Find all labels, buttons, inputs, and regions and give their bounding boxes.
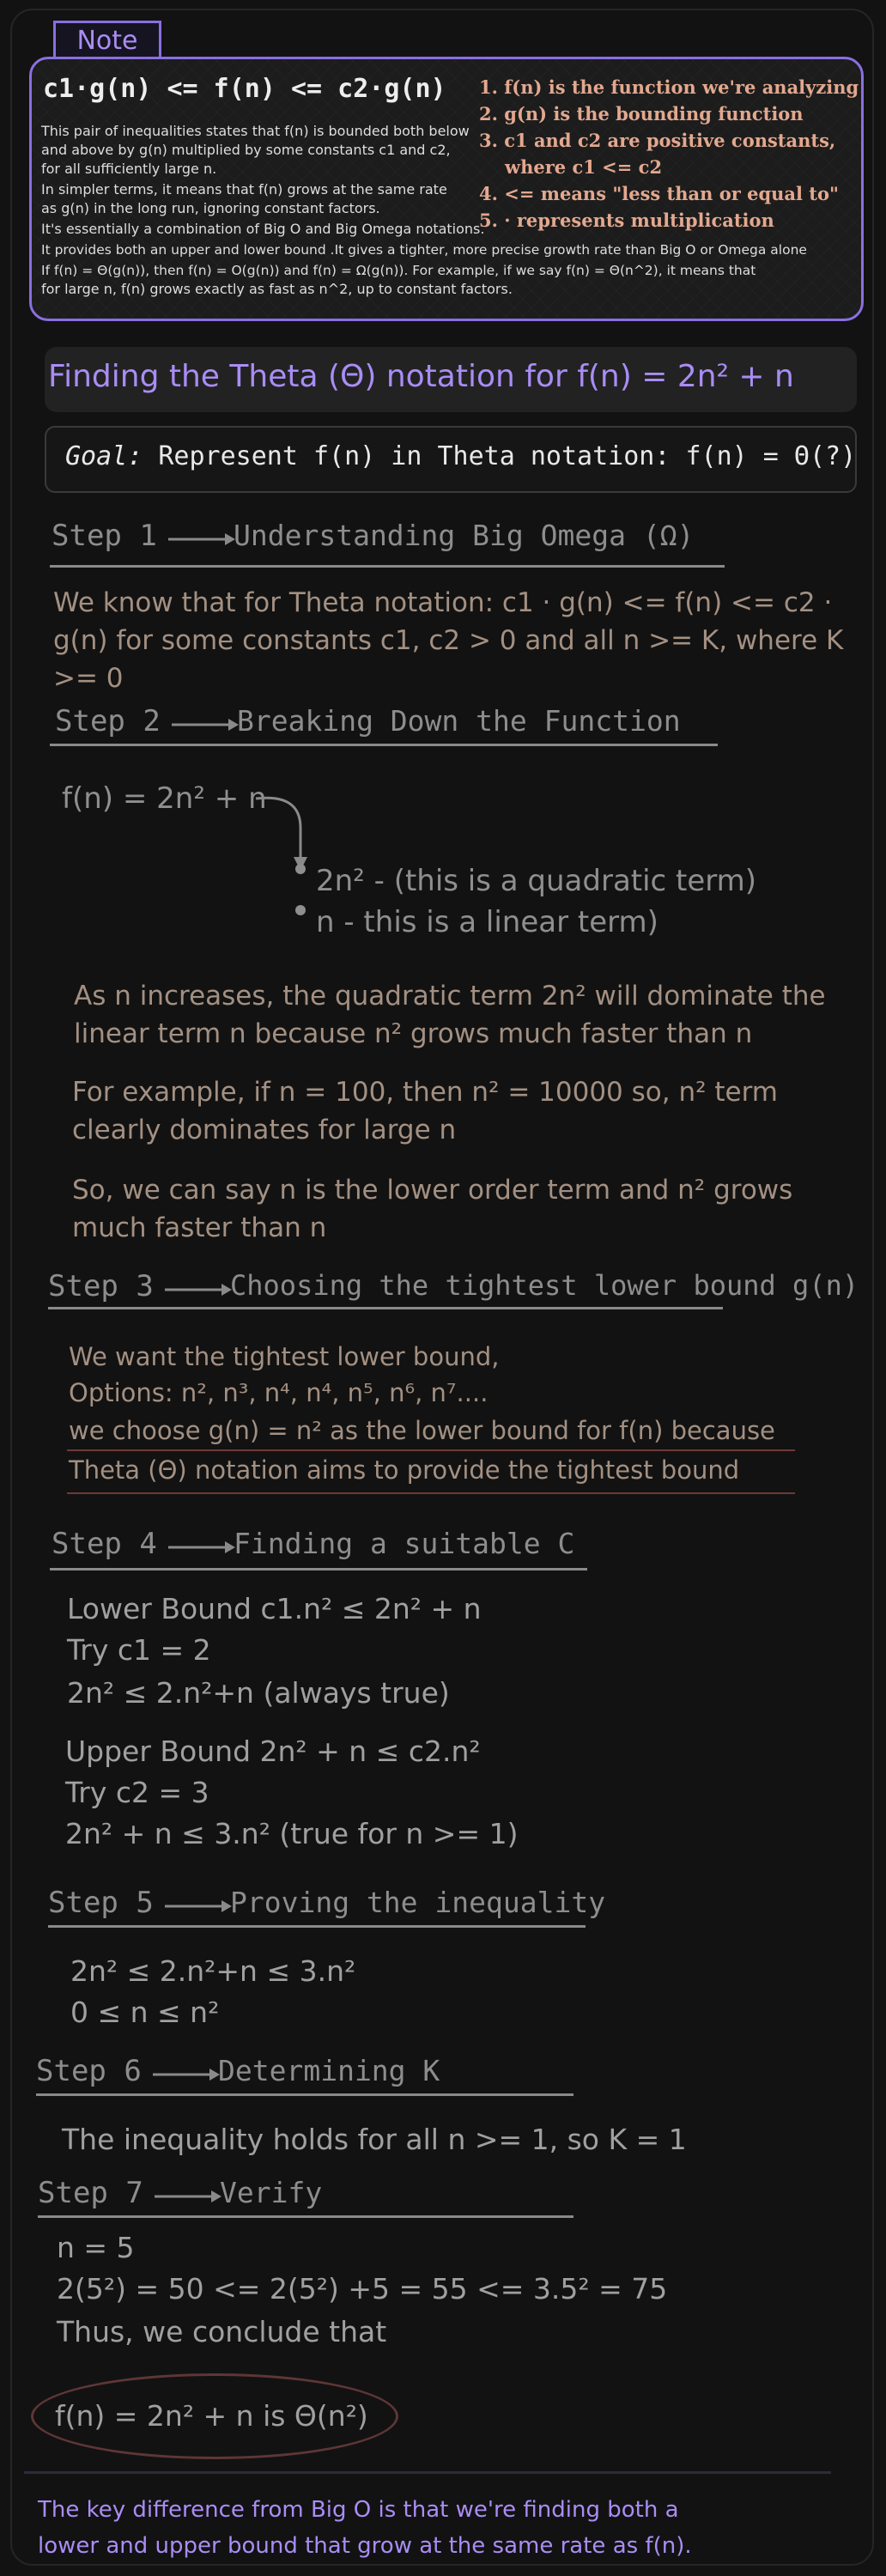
inequality-line: 0 ≤ n ≤ n² — [70, 1996, 220, 2029]
verify-line: 2(5²) = 50 <= 2(5²) +5 = 55 <= 3.5² = 75 — [57, 2272, 668, 2306]
step-1-text-line: >= 0 — [53, 663, 124, 694]
highlight-underline — [67, 1492, 795, 1494]
step-2-title: Breaking Down the Function — [237, 704, 681, 738]
step-2-text-line: For example, if n = 100, then n² = 10000 so, n² term — [72, 1077, 778, 1108]
step-4-label: Step 4 — [52, 1527, 157, 1561]
note-line: This pair of inequalities states that f(n) is bounded both below — [41, 123, 470, 139]
lower-bound-line: Lower Bound c1.n² ≤ 2n² + n — [67, 1592, 482, 1625]
step-3-text-line: Theta (Θ) notation aims to provide the tightest bound — [69, 1455, 740, 1485]
separator — [24, 2471, 831, 2474]
step-2-underline — [50, 744, 718, 746]
step-5-label: Step 5 — [48, 1886, 154, 1920]
note-line: In simpler terms, it means that f(n) grows at the same rate — [41, 181, 447, 197]
step-7-label: Step 7 — [38, 2176, 143, 2210]
list-item: 1. f(n) is the function we're analyzing — [479, 76, 859, 98]
step-3-text-line: We want the tightest lower bound, — [69, 1342, 500, 1371]
list-item: 5. · represents multiplication — [479, 210, 774, 231]
note-line: It provides both an upper and lower bound .It gives a tighter, more precise growth rate than Big O or Omega alone — [41, 242, 807, 258]
step-6-text: The inequality holds for all n >= 1, so K = 1 — [62, 2123, 687, 2156]
upper-bound-line: Try c2 = 3 — [65, 1776, 209, 1809]
goal-statement — [65, 441, 856, 471]
step-3-arrow-icon — [165, 1281, 232, 1298]
footer-line: lower and upper bound that grow at the same rate as f(n). — [38, 2533, 692, 2559]
conclusion-text: f(n) = 2n² + n is Θ(n²) — [55, 2399, 368, 2433]
verify-line: n = 5 — [57, 2231, 135, 2264]
bullet-icon — [295, 864, 306, 874]
lower-bound-line: Try c1 = 2 — [67, 1633, 211, 1667]
step-2-text-line: As n increases, the quadratic term 2n² will dominate the — [74, 981, 826, 1012]
step-1-text-line: g(n) for some constants c1, c2 > 0 and all n >= K, where K — [53, 625, 844, 656]
list-item: 4. <= means "less than or equal to" — [479, 183, 839, 204]
goal-label: Goal: — [65, 441, 143, 471]
list-item: 3. c1 and c2 are positive constants, — [479, 130, 836, 151]
step-5-arrow-icon — [165, 1898, 232, 1915]
page-title: Finding the Theta (Θ) notation for f(n) = 2n² + n — [48, 359, 794, 394]
lower-bound-line: 2n² ≤ 2.n²+n (always true) — [67, 1676, 450, 1710]
goal-text: Represent f(n) in Theta notation: f(n) = Θ(?) — [158, 441, 857, 471]
footer-line: The key difference from Big O is that we're finding both a — [38, 2497, 679, 2523]
footer-note — [38, 2492, 692, 2564]
inequality-line: 2n² ≤ 2.n²+n ≤ 3.n² — [70, 1954, 356, 1988]
step-1-arrow-icon — [168, 531, 235, 548]
note-title: c1·g(n) <= f(n) <= c2·g(n) — [43, 74, 446, 104]
note-line: as g(n) in the long run, ignoring constant factors. — [41, 200, 380, 216]
note-line: and above by g(n) multiplied by some constants c1 and c2, — [41, 142, 451, 158]
step-3-text-line: we choose g(n) = n² as the lower bound for f(n) because — [69, 1416, 775, 1445]
note-tab: Note — [53, 21, 161, 58]
note-line: for all sufficiently large n. — [41, 161, 217, 177]
step-5-underline — [48, 1925, 586, 1928]
step-3-title: Choosing the tightest lower bound g(n) — [230, 1269, 859, 1302]
step-2-text-line: So, we can say n is the lower order term and n² grows — [72, 1175, 793, 1206]
step-3-label: Step 3 — [48, 1269, 154, 1303]
term-bullet: 2n² - (this is a quadratic term) — [316, 864, 757, 898]
step-7-underline — [38, 2215, 573, 2218]
term-bullet: n - this is a linear term) — [316, 905, 658, 939]
note-definitions-list — [479, 74, 859, 234]
step-2-arrow-icon — [172, 716, 239, 733]
list-item: where c1 <= c2 — [505, 156, 663, 178]
upper-bound-line: Upper Bound 2n² + n ≤ c2.n² — [65, 1735, 481, 1768]
upper-bound-line: 2n² + n ≤ 3.n² (true for n >= 1) — [65, 1817, 519, 1850]
note-line: for large n, f(n) grows exactly as fast as n^2, up to constant factors. — [41, 281, 513, 297]
step-1-text-line: We know that for Theta notation: c1 · g(n) <= f(n) <= c2 · — [53, 587, 833, 618]
step-3-text-line: Options: n², n³, n⁴, n⁴, n⁵, n⁶, n⁷.... — [69, 1378, 489, 1407]
verify-line: Thus, we conclude that — [57, 2315, 387, 2348]
note-line: If f(n) = Θ(g(n)), then f(n) = O(g(n)) and f(n) = Ω(g(n)). For example, if we say f(n) = Θ(n^2), it means that — [41, 263, 756, 278]
function-expression: f(n) = 2n² + n — [62, 781, 267, 816]
step-4-title: Finding a suitable C — [234, 1527, 575, 1560]
step-6-label: Step 6 — [36, 2054, 142, 2088]
step-7-arrow-icon — [155, 2188, 222, 2205]
step-5-title: Proving the inequality — [230, 1886, 606, 1919]
step-6-arrow-icon — [153, 2066, 220, 2083]
step-1-underline — [50, 565, 725, 568]
step-6-title: Determining K — [218, 2054, 440, 2087]
list-item: 2. g(n) is the bounding function — [479, 103, 804, 125]
step-3-underline — [48, 1307, 723, 1309]
bullet-icon — [295, 905, 306, 915]
step-1-label: Step 1 — [52, 519, 157, 553]
step-4-arrow-icon — [168, 1539, 235, 1556]
curved-arrow-icon — [254, 788, 314, 874]
note-line: It's essentially a combination of Big O and Big Omega notations. — [41, 221, 485, 237]
step-1-title: Understanding Big Omega (Ω) — [234, 519, 695, 552]
highlight-underline — [67, 1449, 795, 1451]
step-2-text-line: much faster than n — [72, 1212, 327, 1243]
step-4-underline — [50, 1568, 587, 1571]
step-7-title: Verify — [220, 2176, 323, 2209]
step-6-underline — [36, 2093, 573, 2096]
step-2-label: Step 2 — [55, 704, 161, 738]
step-2-text-line: linear term n because n² grows much faster than n — [74, 1018, 753, 1049]
step-2-text-line: clearly dominates for large n — [72, 1115, 457, 1145]
